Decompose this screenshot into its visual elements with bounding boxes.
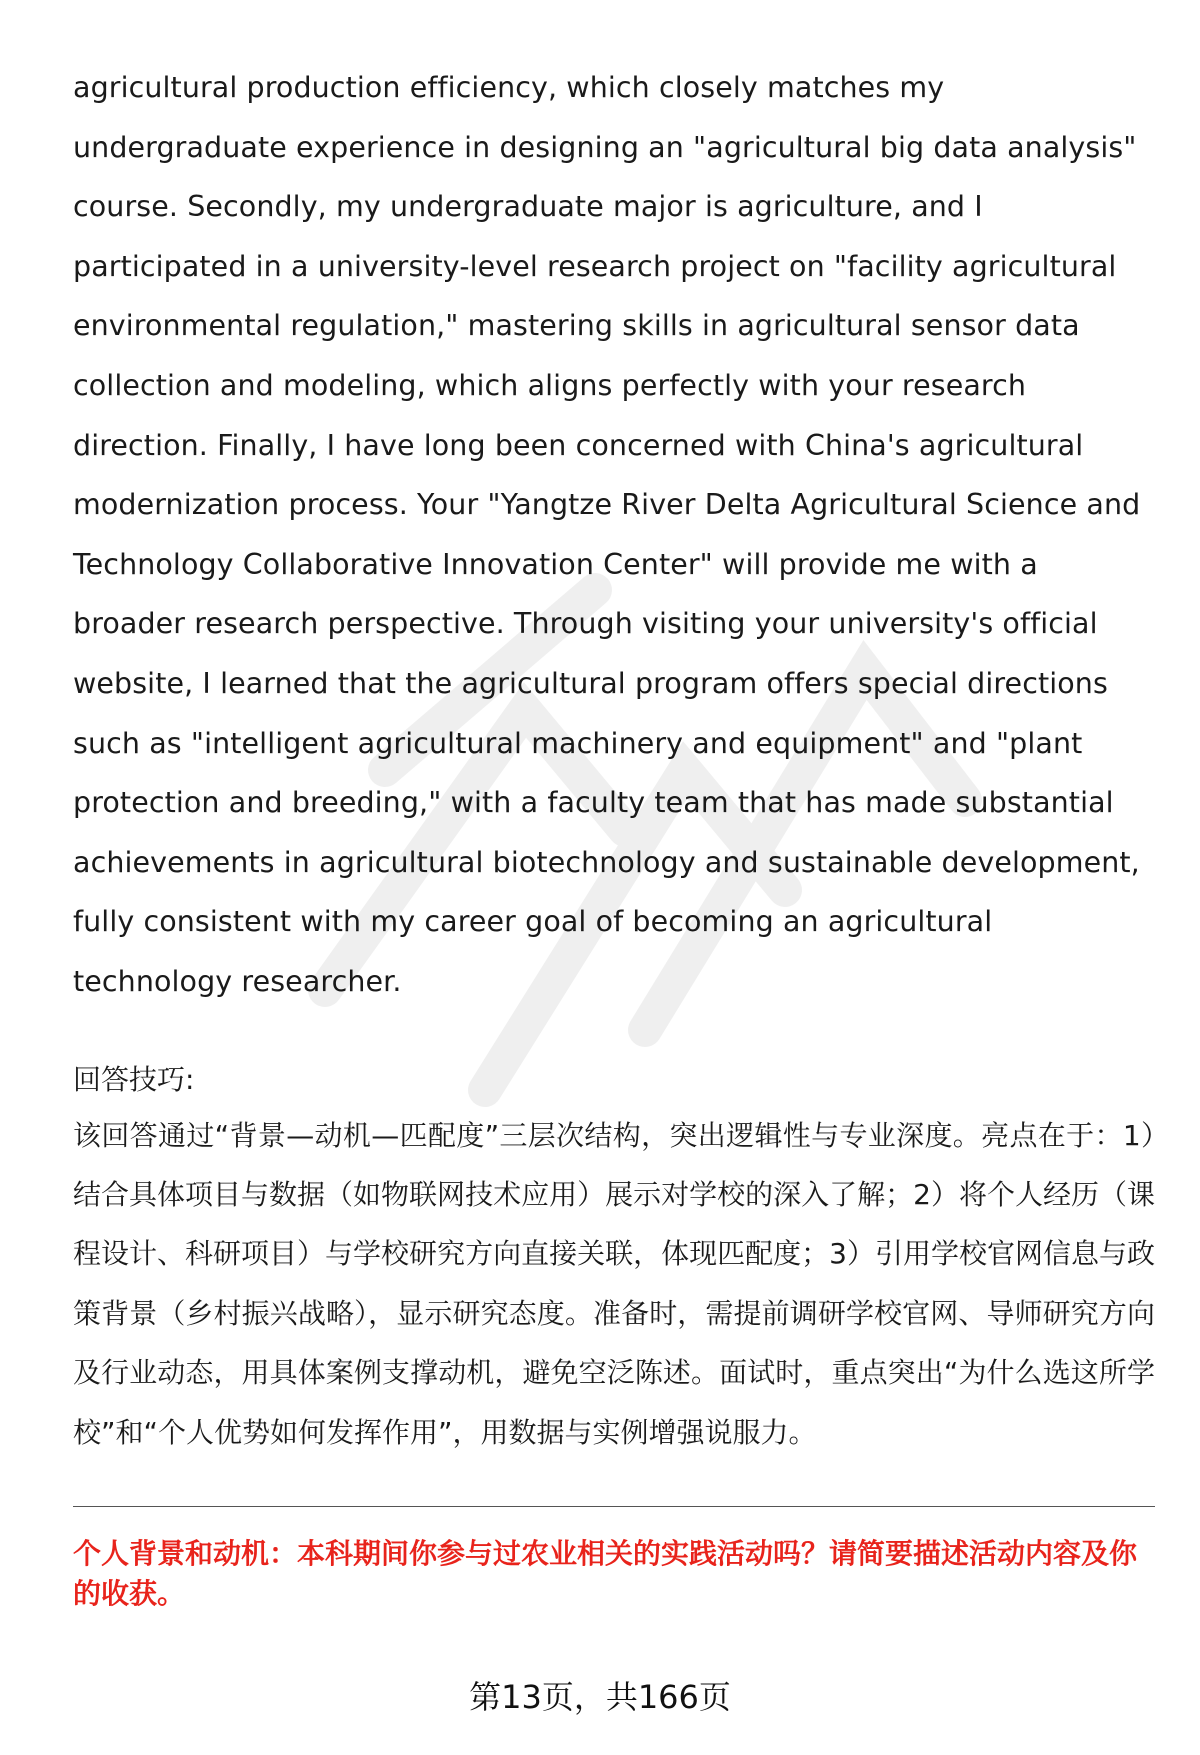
page-number-footer: 第13页，共166页 [469,1678,731,1716]
tips-label: 回答技巧: [73,1062,195,1096]
section-divider [73,1506,1155,1507]
document-page [73,58,1155,1462]
next-question-heading: 个人背景和动机：本科期间你参与过农业相关的实践活动吗？请简要描述活动内容及你的收获。 [73,1537,1138,1610]
answer-paragraph: agricultural production efficiency, which closely matches my undergraduate experience in designing an "agricultural big data analysis" course. Secondly, my undergraduate major is agriculture, and I participated in a university-level research project on "facility agricultural environmental regulation," mastering skills in agricultural sensor data collection and modeling, which aligns perfectly with your research direction. Finally, I have long been concerned with China's agricultural modernization process. Your "Yangtze River Delta Agricultural Science and Technology Collaborative Innovation Center" will provide me with a broader research perspective. Through visiting your university's official website, I learned that the agricultural program offers special directions such as "intelligent agricultural machinery and equipment" and "plant protection and breeding," with a faculty team that has made substantial achievements in agricultural biotechnology and sustainable development, fully consistent with my career goal of becoming an agricultural technology researcher. [73,71,1141,998]
tips-paragraph: 该回答通过“背景—动机—匹配度”三层次结构，突出逻辑性与专业深度。亮点在于：1）结合具体项目与数据（如物联网技术应用）展示对学校的深入了解；2）将个人经历（课程设计、科研项目）与学校研究方向直接关联，体现匹配度；3）引用学校官网信息与政策背景（乡村振兴战略），显示研究态度。准备时，需提前调研学校官网、导师研究方向及行业动态，用具体案例支撑动机，避免空泛陈述。面试时，重点突出“为什么选这所学校”和“个人优势如何发挥作用”，用数据与实例增强说服力。 [73,1118,1155,1449]
